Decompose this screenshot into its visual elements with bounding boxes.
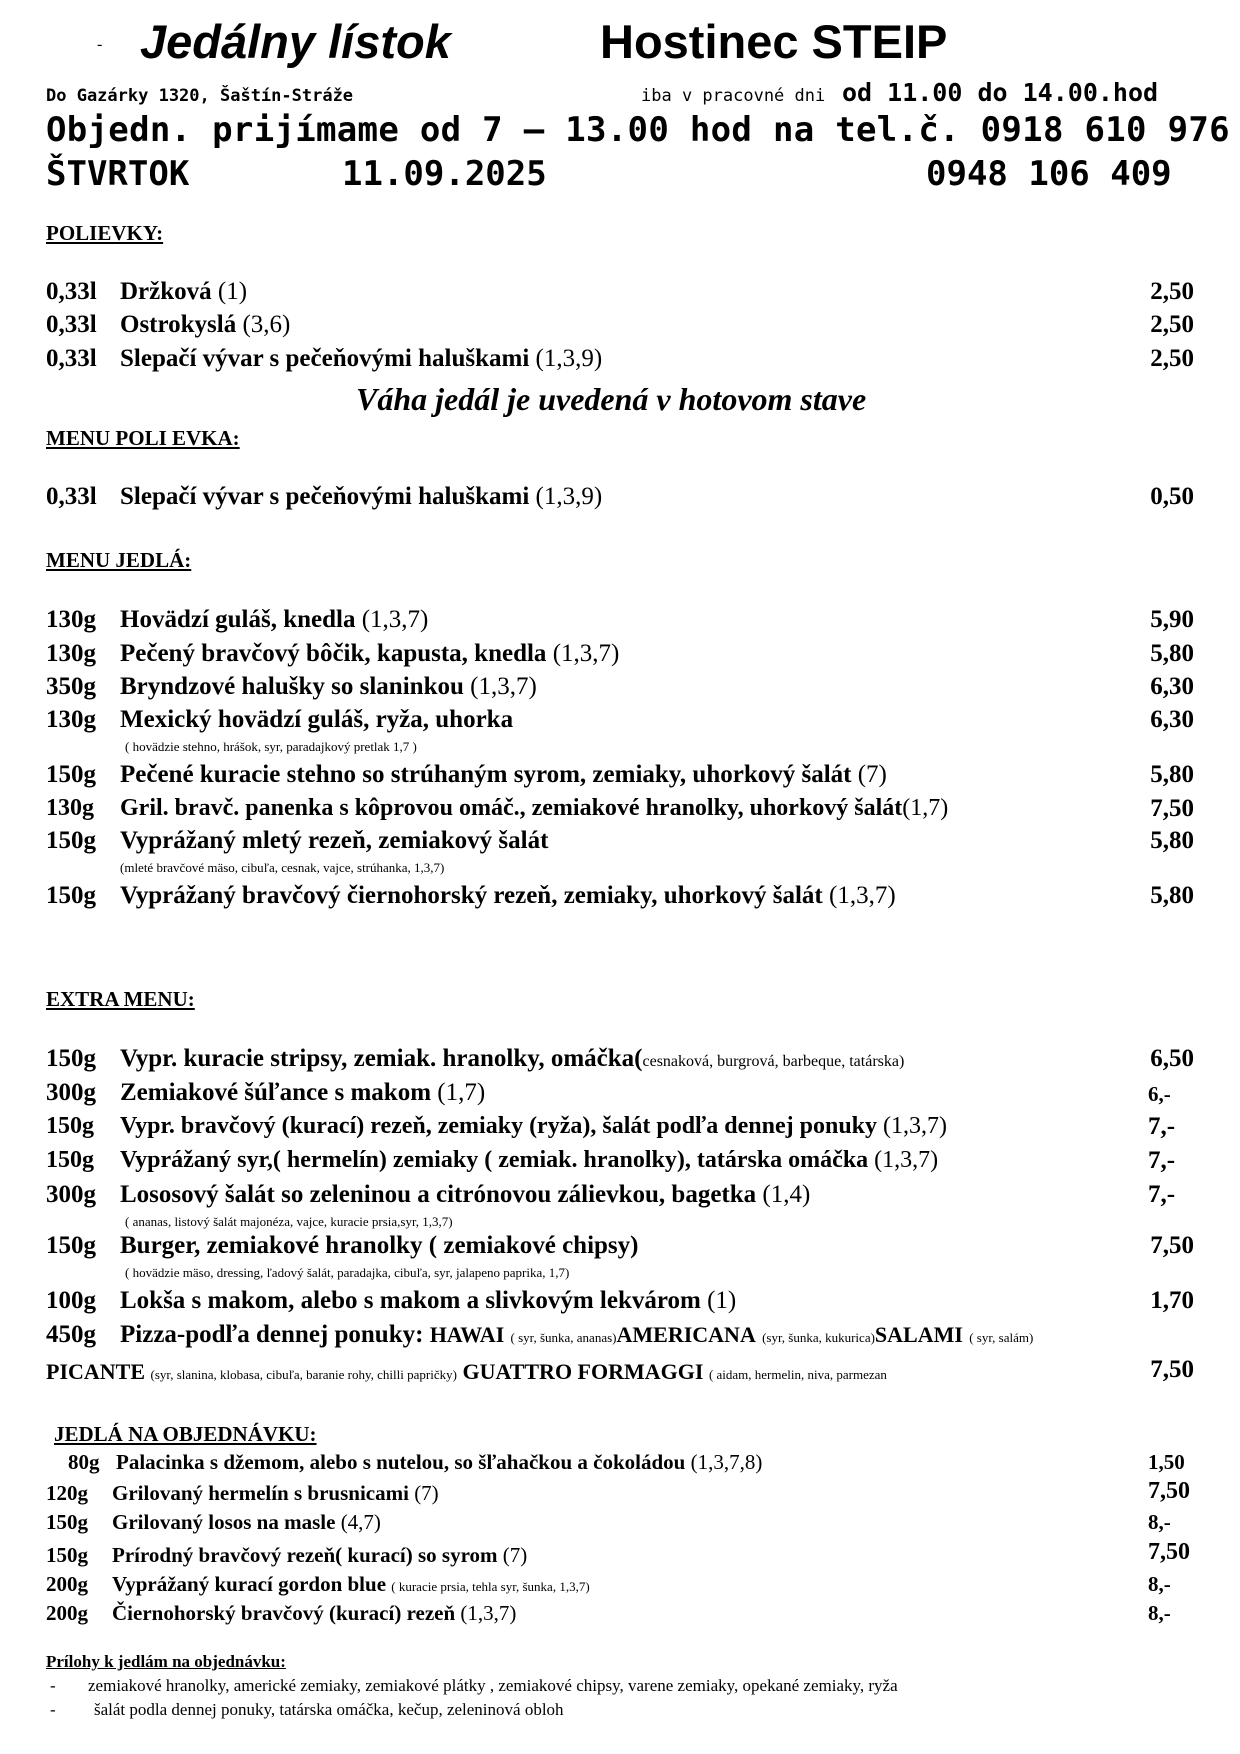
section-prilohy: Prílohy k jedlám na objednávku: bbox=[46, 1652, 286, 1671]
item-allergens: (1,3,7) bbox=[829, 882, 896, 909]
item-price: 8,- bbox=[1148, 1601, 1171, 1625]
item-allergens: (3,6) bbox=[242, 311, 291, 338]
item-allergens: (1) bbox=[707, 1287, 737, 1314]
item-allergens: (1,4) bbox=[762, 1181, 811, 1208]
menu-date: 11.09.2025 bbox=[342, 154, 547, 194]
item-price: 1,70 bbox=[1150, 1287, 1194, 1314]
list-item bbox=[46, 795, 948, 822]
opening-days: iba v pracovné dni bbox=[641, 86, 826, 106]
item-weight: 130g bbox=[46, 640, 96, 667]
section-menu-jedla: MENU JEDLÁ: bbox=[46, 548, 192, 572]
list-dash: - bbox=[50, 1676, 56, 1695]
pizza-hawai-ingredients: ( syr, šunka, ananas) bbox=[510, 1330, 617, 1345]
weight-note: Váha jedál je uvedená v hotovom stave bbox=[356, 381, 867, 417]
item-price: 6,30 bbox=[1150, 706, 1194, 733]
header-dash: - bbox=[97, 36, 103, 53]
list-item bbox=[46, 1543, 527, 1568]
item-allergens: (7) bbox=[502, 1543, 528, 1567]
item-weight: 0,33l bbox=[46, 345, 97, 372]
item-ingredients: (mleté bravčové mäso, cibuľa, cesnak, vajce, strúhanka, 1,3,7) bbox=[120, 860, 445, 875]
item-allergens: (1,3,7) bbox=[552, 640, 620, 667]
side-line bbox=[50, 1700, 564, 1720]
item-name: Pečené kuracie stehno so strúhaným syrom, zemiaky, uhorkový šalát bbox=[120, 761, 852, 788]
list-item bbox=[46, 1601, 516, 1626]
item-weight: 200g bbox=[46, 1572, 88, 1596]
pizza-item-line2 bbox=[46, 1359, 887, 1385]
item-name: Vypr. kuracie stripsy, zemiak. hranolky, omáčka( bbox=[120, 1045, 643, 1072]
item-name: Palacinka s džemom, alebo s nutelou, so šľahačkou a čokoládou bbox=[116, 1450, 686, 1474]
item-weight: 150g bbox=[46, 1510, 88, 1534]
pizza-americana-ingredients: (syr, šunka, kukurica) bbox=[762, 1330, 875, 1345]
item-allergens: (1,7) bbox=[902, 795, 949, 821]
item-price: 0,50 bbox=[1150, 483, 1194, 510]
restaurant-name: Hostinec STEIP bbox=[600, 15, 948, 68]
item-price: 7,50 bbox=[1148, 1539, 1190, 1565]
item-price: 7,- bbox=[1148, 1113, 1176, 1140]
item-allergens: (1,3,7) bbox=[883, 1113, 948, 1139]
order-info: Objedn. prijímame od 7 – 13.00 hod na tel.č. 0918 610 976 bbox=[46, 110, 1230, 150]
item-price: 6,50 bbox=[1150, 1045, 1194, 1072]
item-allergens: (1,3,7,8) bbox=[690, 1450, 763, 1474]
list-item bbox=[46, 673, 537, 701]
pizza-quattro-formaggi: GUATTRO FORMAGGI bbox=[462, 1359, 704, 1384]
list-item bbox=[46, 1147, 938, 1174]
pizza-picante: PICANTE bbox=[46, 1359, 146, 1384]
item-price: 7,50 bbox=[1150, 795, 1194, 822]
item-allergens: (1,7) bbox=[437, 1079, 486, 1106]
side-line bbox=[50, 1676, 898, 1696]
pizza-salami-ingredients: ( syr, salám) bbox=[969, 1330, 1034, 1345]
item-name: Vyprážaný mletý rezeň, zemiakový šalát bbox=[120, 827, 549, 854]
item-name: Ostrokyslá bbox=[120, 311, 237, 338]
pizza-salami: SALAMI bbox=[874, 1322, 963, 1347]
item-name: Zemiakové šúľance s makom bbox=[120, 1079, 432, 1106]
item-name: Držková bbox=[120, 278, 212, 305]
list-item bbox=[46, 1481, 439, 1506]
item-price: 2,50 bbox=[1150, 311, 1194, 338]
item-name: Grilovaný hermelín s brusnicami bbox=[112, 1481, 409, 1505]
item-weight: 120g bbox=[46, 1481, 88, 1505]
list-item bbox=[46, 278, 247, 306]
item-weight: 0,33l bbox=[46, 311, 97, 338]
item-weight: 150g bbox=[46, 827, 96, 854]
section-na-objednavku: JEDLÁ NA OBJEDNÁVKU: bbox=[54, 1422, 317, 1446]
list-item bbox=[46, 1287, 736, 1315]
item-price: 6,30 bbox=[1150, 673, 1194, 700]
item-price: 5,80 bbox=[1150, 640, 1194, 667]
item-weight: 150g bbox=[46, 1045, 96, 1072]
item-name: Slepačí vývar s pečeňovými haluškami bbox=[120, 345, 530, 372]
section-menu-polievka: MENU POLI EVKA: bbox=[46, 426, 240, 450]
item-weight: 150g bbox=[46, 1113, 94, 1139]
list-item bbox=[46, 1232, 638, 1260]
list-dash: - bbox=[50, 1700, 56, 1719]
list-item bbox=[46, 1181, 810, 1209]
item-name: Vyprážaný syr,( hermelín) zemiaky ( zemiak. hranolky), tatárska omáčka bbox=[120, 1147, 869, 1173]
item-weight: 300g bbox=[46, 1181, 96, 1208]
address: Do Gazárky 1320, Šaštín-Stráže bbox=[46, 86, 354, 106]
item-weight: 100g bbox=[46, 1287, 96, 1314]
item-name: Lokša s makom, alebo s makom a slivkovým lekvárom bbox=[120, 1287, 701, 1314]
item-allergens: (7) bbox=[857, 761, 887, 788]
item-name: Mexický hovädzí guláš, ryža, uhorka bbox=[120, 706, 514, 733]
item-weight: 300g bbox=[46, 1079, 96, 1106]
section-extra-menu: EXTRA MENU: bbox=[46, 987, 195, 1011]
item-price: 6,- bbox=[1148, 1082, 1171, 1106]
item-weight: 80g bbox=[68, 1450, 100, 1474]
list-item bbox=[46, 311, 290, 339]
item-weight: 150g bbox=[46, 1543, 88, 1567]
item-price: 1,50 bbox=[1148, 1450, 1185, 1474]
item-allergens: (4,7) bbox=[340, 1510, 381, 1534]
side-text: zemiakové hranolky, americké zemiaky, zemiakové plátky , zemiakové chipsy, varene zemiaky, opekané zemiaky, ryža bbox=[88, 1676, 898, 1695]
item-ingredients: ( kuracie prsia, tehla syr, šunka, 1,3,7) bbox=[391, 1579, 590, 1594]
item-allergens: (1,3,7) bbox=[874, 1147, 939, 1173]
item-weight: 350g bbox=[46, 673, 96, 700]
item-allergens: (1,3,9) bbox=[535, 483, 603, 510]
item-weight: 0,33l bbox=[46, 483, 97, 510]
list-item bbox=[46, 483, 602, 511]
list-item bbox=[46, 1045, 904, 1073]
list-item bbox=[46, 827, 548, 855]
item-price: 5,80 bbox=[1150, 827, 1194, 854]
item-weight: 130g bbox=[46, 606, 96, 633]
pizza-hawai: HAWAI bbox=[429, 1322, 505, 1347]
item-price: 8,- bbox=[1148, 1572, 1171, 1596]
item-price: 8,- bbox=[1148, 1510, 1171, 1534]
item-weight: 200g bbox=[46, 1601, 88, 1625]
list-item bbox=[46, 882, 896, 910]
item-name: Bryndzové halušky so slaninkou bbox=[120, 673, 464, 700]
item-name: Vyprážaný kurací gordon blue bbox=[112, 1572, 387, 1596]
item-price: 5,90 bbox=[1150, 606, 1194, 633]
menu-title: Jedálny lístok bbox=[140, 15, 451, 68]
item-price: 2,50 bbox=[1150, 278, 1194, 305]
item-name: Prírodný bravčový rezeň( kurací) so syrom bbox=[112, 1543, 498, 1567]
item-price: 7,50 bbox=[1150, 1356, 1194, 1383]
item-weight: 0,33l bbox=[46, 278, 97, 305]
item-weight: 150g bbox=[46, 761, 96, 788]
pizza-item bbox=[46, 1321, 1033, 1349]
pizza-quattro-formaggi-ingredients: ( aidam, hermelin, niva, parmezan bbox=[708, 1367, 887, 1382]
list-item bbox=[46, 1572, 590, 1597]
item-name: Burger, zemiakové hranolky ( zemiakové chipsy) bbox=[120, 1232, 639, 1259]
item-name: Vyprážaný bravčový čiernohorský rezeň, zemiaky, uhorkový šalát bbox=[120, 882, 823, 909]
item-name: Lososový šalát so zeleninou a citrónovou zálievkou, bagetka bbox=[120, 1181, 757, 1208]
section-polievky: POLIEVKY: bbox=[46, 221, 164, 245]
item-weight: 130g bbox=[46, 795, 94, 821]
item-name: Slepačí vývar s pečeňovými haluškami bbox=[120, 483, 530, 510]
item-weight: 150g bbox=[46, 1232, 96, 1259]
list-item bbox=[46, 1510, 381, 1535]
item-price: 5,80 bbox=[1150, 761, 1194, 788]
item-price: 7,- bbox=[1148, 1147, 1176, 1174]
item-weight: 130g bbox=[46, 706, 96, 733]
pizza-americana: AMERICANA bbox=[616, 1322, 756, 1347]
item-ingredients: ( hovädzie mäso, dressing, ľadový šalát, paradajka, cibuľa, syr, jalapeno paprika, 1,7) bbox=[125, 1265, 570, 1280]
item-price: 7,50 bbox=[1148, 1478, 1190, 1504]
list-item bbox=[46, 606, 428, 634]
item-price: 7,- bbox=[1148, 1181, 1176, 1208]
item-price: 2,50 bbox=[1150, 345, 1194, 372]
item-allergens: (7) bbox=[414, 1481, 439, 1505]
item-name: Čiernohorský bravčový (kurací) rezeň bbox=[112, 1601, 456, 1625]
item-ingredients: ( ananas, listový šalát majonéza, vajce, kuracie prsia,syr, 1,3,7) bbox=[125, 1214, 453, 1229]
item-sauces: cesnaková, burgrová, barbeque, tatárska) bbox=[642, 1053, 905, 1070]
item-allergens: (1,3,7) bbox=[361, 606, 429, 633]
side-text: šalát podla dennej ponuky, tatárska omáčka, kečup, zeleninová obloh bbox=[94, 1700, 564, 1719]
item-name: Grilovaný losos na masle bbox=[112, 1510, 336, 1534]
item-name: Pečený bravčový bôčik, kapusta, knedla bbox=[120, 640, 547, 667]
item-name: Vypr. bravčový (kurací) rezeň, zemiaky (ryža), šalát podľa dennej ponuky bbox=[120, 1113, 878, 1139]
list-item bbox=[46, 1113, 947, 1140]
pizza-picante-ingredients: (syr, slanina, klobasa, cibuľa, baranie rohy, chilli papričky) bbox=[150, 1367, 457, 1382]
opening-hours: od 11.00 do 14.00.hod bbox=[842, 78, 1159, 107]
item-weight: 150g bbox=[46, 1147, 94, 1173]
item-weight: 150g bbox=[46, 882, 96, 909]
item-name: Gril. bravč. panenka s kôprovou omáč., zemiakové hranolky, uhorkový šalát bbox=[120, 795, 903, 821]
item-ingredients: ( hovädzie stehno, hrášok, syr, paradajkový pretlak 1,7 ) bbox=[125, 739, 417, 754]
list-item bbox=[68, 1450, 762, 1475]
day-name: ŠTVRTOK bbox=[46, 154, 190, 194]
list-item bbox=[46, 345, 602, 373]
list-item bbox=[46, 1079, 485, 1107]
item-weight: 450g bbox=[46, 1321, 96, 1348]
item-allergens: (1) bbox=[217, 278, 248, 305]
list-item bbox=[46, 761, 887, 789]
item-allergens: (1,3,7) bbox=[460, 1601, 517, 1625]
phone-2: 0948 106 409 bbox=[926, 154, 1172, 194]
list-item bbox=[46, 706, 513, 734]
item-allergens: (1,3,7) bbox=[470, 673, 537, 700]
item-allergens: (1,3,9) bbox=[535, 345, 603, 372]
list-item bbox=[46, 640, 619, 668]
item-price: 7,50 bbox=[1150, 1232, 1194, 1259]
item-name: Pizza-podľa dennej ponuky: bbox=[120, 1321, 424, 1348]
item-price: 5,80 bbox=[1150, 882, 1194, 909]
item-name: Hovädzí guláš, knedla bbox=[120, 606, 356, 633]
